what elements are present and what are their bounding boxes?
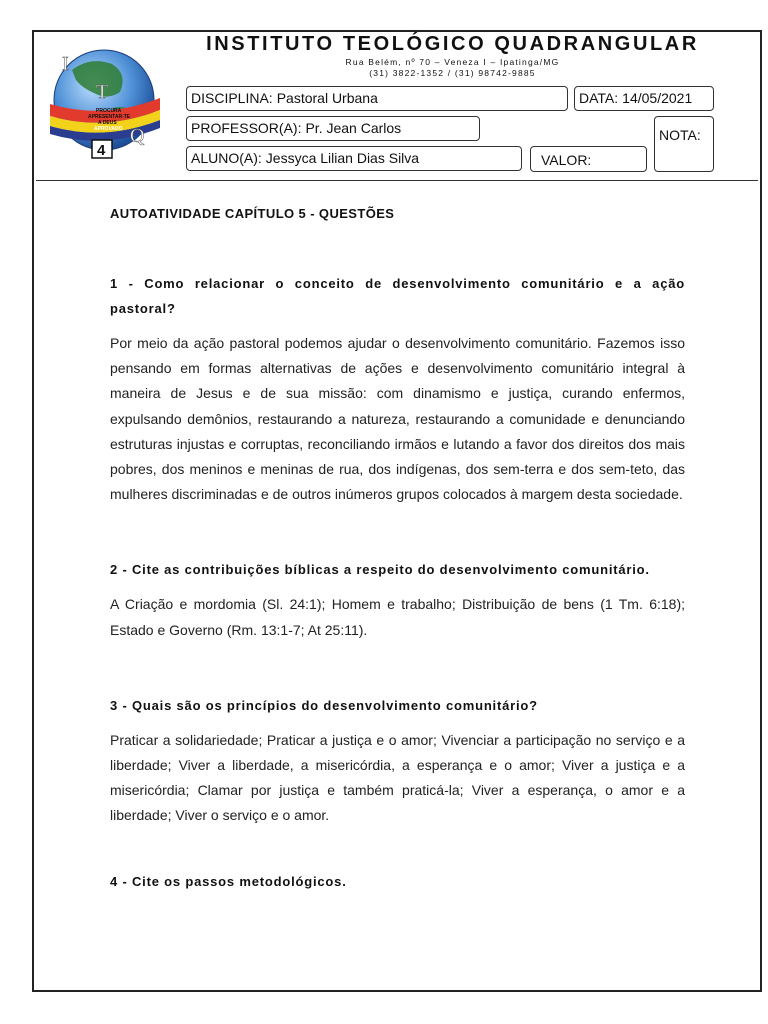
institute-logo	[42, 48, 166, 160]
valor-label: VALOR:	[541, 152, 592, 168]
logo-motto-4: APROVADO	[94, 126, 123, 132]
disciplina-field	[186, 86, 568, 111]
address-line-2: (31) 3822-1352 / (31) 98742-9885	[369, 68, 536, 78]
question-3: 3 - Quais são os princípios do desenvolvimento comunitário?	[110, 697, 538, 713]
aluno-label: ALUNO(A):	[191, 150, 262, 166]
logo-letter-q: Q	[130, 125, 145, 147]
professor-label: PROFESSOR(A):	[191, 120, 302, 136]
header-divider	[36, 180, 758, 181]
logo-motto-3: A DEUS	[98, 120, 117, 126]
institution-name: INSTITUTO TEOLÓGICO QUADRANGULAR	[206, 33, 699, 55]
question-4: 4 - Cite os passos metodológicos.	[110, 873, 347, 889]
logo-letter-t: T	[96, 81, 109, 103]
disciplina-value: Pastoral Urbana	[276, 90, 378, 106]
institution-address	[180, 57, 725, 79]
valor-field	[530, 146, 647, 172]
professor-field	[186, 116, 480, 141]
answer-3: Praticar a solidariedade; Praticar a justiça e o amor; Vivenciar a participação no serviço e a liberdade; Viver a liberdade, a misericórdia, a esperança e o amor; Viver a justiça e a misericórdia; Clamar por justiça e também praticá-la; Viver a esperança, o amor e a liberdade; Viver o serviço e o amor.	[110, 731, 685, 824]
answer-2: A Criação e mordomia (Sl. 24:1); Homem e trabalho; Distribuição de bens (1 Tm. 6:18); Estado e Governo (Rm. 13:1-7; At 25:11).	[110, 596, 685, 638]
logo-motto-2: APRESENTAR-TE	[88, 114, 131, 120]
nota-field	[654, 116, 714, 172]
address-line-1: Rua Belém, nº 70 – Veneza I – Ipatinga/MG	[345, 57, 560, 67]
question-1: 1 - Como relacionar o conceito de desenvolvimento comunitário e a ação pastoral?	[110, 276, 685, 316]
disciplina-label: DISCIPLINA:	[191, 90, 273, 106]
logo-letter-i: I	[62, 53, 69, 75]
nota-label: NOTA:	[659, 127, 701, 143]
aluno-field	[186, 146, 522, 171]
aluno-value: Jessyca Lilian Dias Silva	[265, 150, 420, 166]
data-value: 14/05/2021	[622, 90, 693, 106]
professor-value: Pr. Jean Carlos	[305, 120, 402, 136]
activity-title: AUTOATIVIDADE CAPÍTULO 5 - QUESTÕES	[110, 206, 395, 221]
data-field	[574, 86, 714, 111]
answer-1: Por meio da ação pastoral podemos ajudar o desenvolvimento comunitário. Fazemos isso pensando em formas alternativas de ações e desenvolvimento comunitário integral à maneira de Jesus e de sua missão: com dinamismo e justiça, curando enfermos, expulsando demônios, restaurando a natureza, restaurando a comunidade e denunciando estruturas injustas e corruptas, reconciliando irmãos e lutando a favor dos direitos dos mais pobres, dos meninos e meninas de rua, dos indígenas, dos sem-terra e dos sem-teto, das mulheres discriminadas e de outros inúmeros grupos colocados à margem desta sociedade.	[110, 335, 685, 503]
logo-motto-1: PROCURA	[96, 108, 122, 114]
logo-number: 4	[97, 142, 106, 159]
question-2: 2 - Cite as contribuições bíblicas a respeito do desenvolvimento comunitário.	[110, 562, 650, 578]
data-label: DATA:	[579, 90, 619, 106]
document-body	[110, 206, 685, 894]
